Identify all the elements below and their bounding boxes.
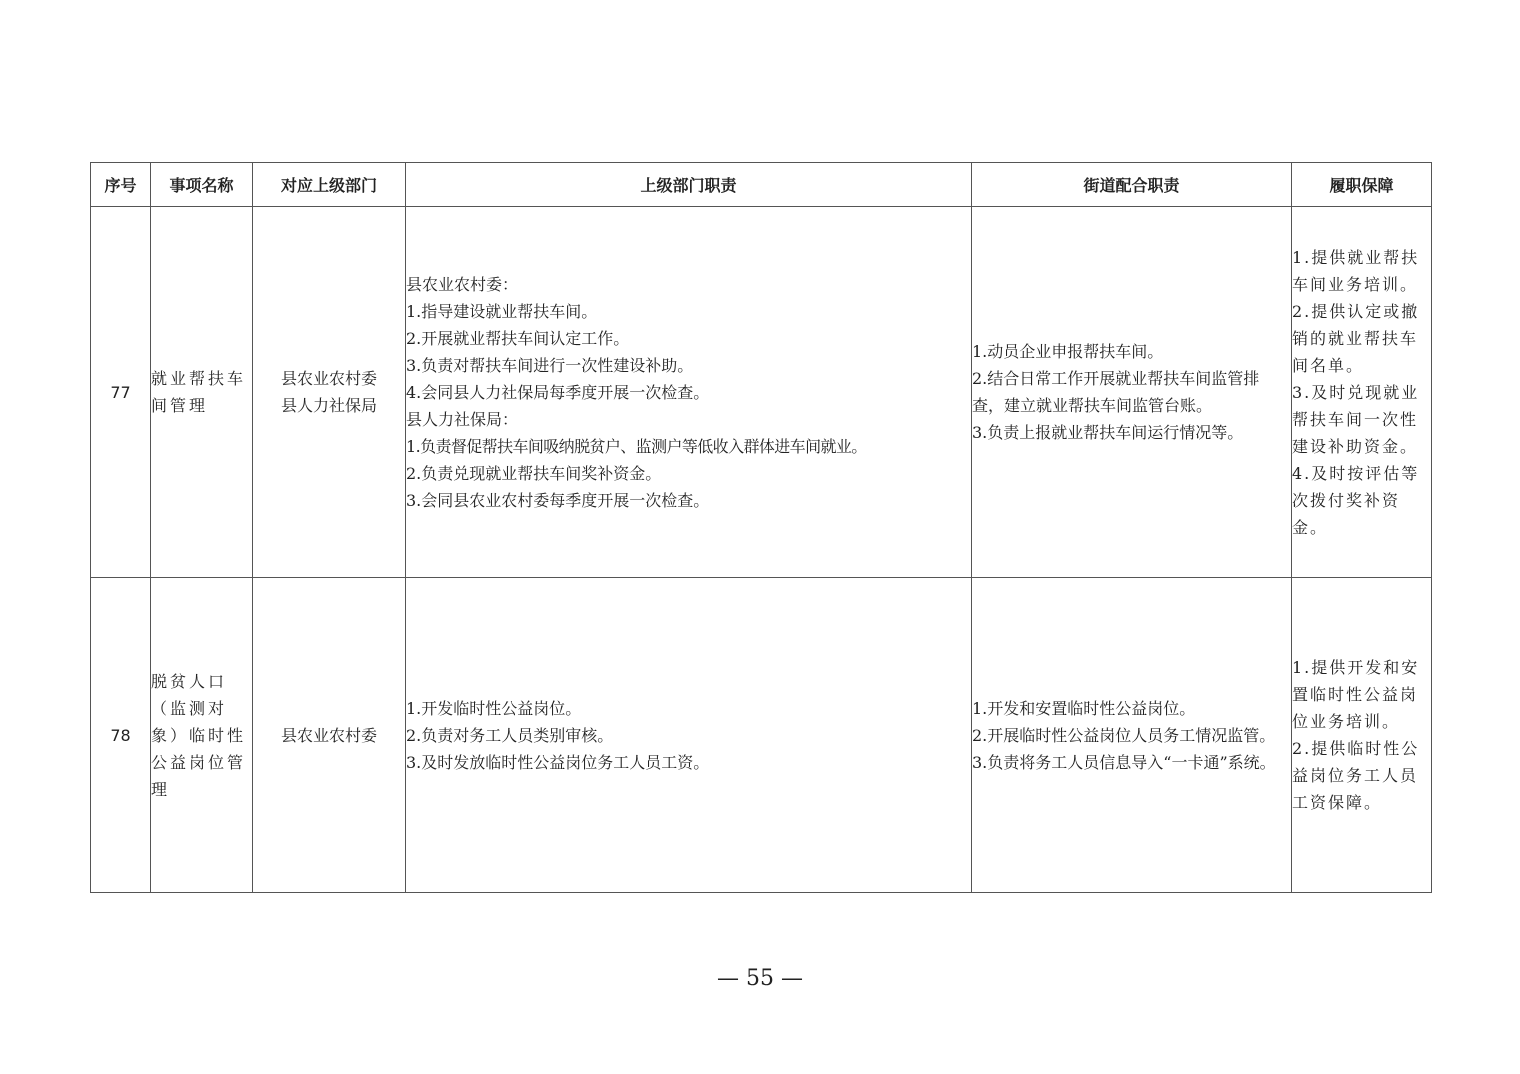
duty-line: 2.负责兑现就业帮扶车间奖补资金。	[406, 463, 662, 483]
duty-line: 3.负责对帮扶车间进行一次性建设补助。	[406, 355, 694, 375]
row-duties	[406, 207, 972, 578]
duty-line: 3.及时发放临时性公益岗位务工人员工资。	[406, 752, 710, 772]
table-row	[91, 578, 1432, 893]
row-num: 77	[91, 207, 151, 578]
header-dept: 对应上级部门	[253, 163, 406, 207]
header-row	[91, 163, 1432, 207]
row-street	[972, 578, 1292, 893]
header-num: 序号	[91, 163, 151, 207]
header-guarantee: 履职保障	[1292, 163, 1432, 207]
header-street: 街道配合职责	[972, 163, 1292, 207]
page-number: — 55 —	[717, 966, 803, 991]
duty-line: 2.负责对务工人员类别审核。	[406, 725, 614, 745]
row-dept	[253, 207, 406, 578]
row-name: 脱贫人口（监测对象）临时性公益岗位管理	[151, 578, 253, 893]
row-duties	[406, 578, 972, 893]
dept-line: 县人力社保局	[280, 396, 377, 415]
street-line: 1.开发和安置临时性公益岗位。	[972, 698, 1196, 718]
street-line: 2.结合日常工作开展就业帮扶车间监管排查，建立就业帮扶车间监管台账。	[972, 369, 1260, 415]
row-street	[972, 207, 1292, 578]
guarantee-line: 2.提供认定或撤销的就业帮扶车间名单。	[1292, 301, 1420, 375]
row-num: 78	[91, 578, 151, 893]
row-guarantee	[1292, 207, 1432, 578]
duty-line: 县人力社保局：	[406, 409, 519, 429]
guarantee-line: 2.提供临时性公益岗位务工人员工资保障。	[1292, 739, 1420, 812]
row-guarantee	[1292, 578, 1432, 893]
duty-line: 1.负责督促帮扶车间吸纳脱贫户、监测户等低收入群体进车间就业。	[406, 436, 867, 456]
guarantee-line: 1.提供就业帮扶车间业务培训。	[1292, 247, 1420, 294]
dept-line: 县农业农村委	[280, 369, 377, 388]
duty-line: 县农业农村委：	[406, 274, 519, 294]
guarantee-line: 3.及时兑现就业帮扶车间一次性建设补助资金。	[1292, 382, 1420, 456]
duty-line: 1.指导建设就业帮扶车间。	[406, 301, 598, 321]
duty-line: 4.会同县人力社保局每季度开展一次检查。	[406, 382, 710, 402]
duty-line: 2.开展就业帮扶车间认定工作。	[406, 328, 630, 348]
table-row	[91, 207, 1432, 578]
duty-line: 1.开发临时性公益岗位。	[406, 698, 582, 718]
guarantee-line: 1.提供开发和安置临时性公益岗位业务培训。	[1292, 658, 1420, 731]
header-name: 事项名称	[151, 163, 253, 207]
duty-table	[90, 162, 1432, 893]
street-line: 2.开展临时性公益岗位人员务工情况监管。	[972, 725, 1276, 745]
duty-line: 3.会同县农业农村委每季度开展一次检查。	[406, 490, 710, 510]
street-line: 3.负责上报就业帮扶车间运行情况等。	[972, 423, 1244, 442]
guarantee-line: 4.及时按评估等次拨付奖补资金。	[1292, 463, 1420, 537]
header-duties: 上级部门职责	[406, 163, 972, 207]
street-line: 1.动员企业申报帮扶车间。	[972, 342, 1164, 361]
row-name: 就业帮扶车间管理	[151, 207, 253, 578]
row-dept	[253, 578, 406, 893]
dept-line: 县农业农村委	[280, 725, 377, 745]
street-line: 3.负责将务工人员信息导入“一卡通”系统。	[972, 752, 1276, 772]
